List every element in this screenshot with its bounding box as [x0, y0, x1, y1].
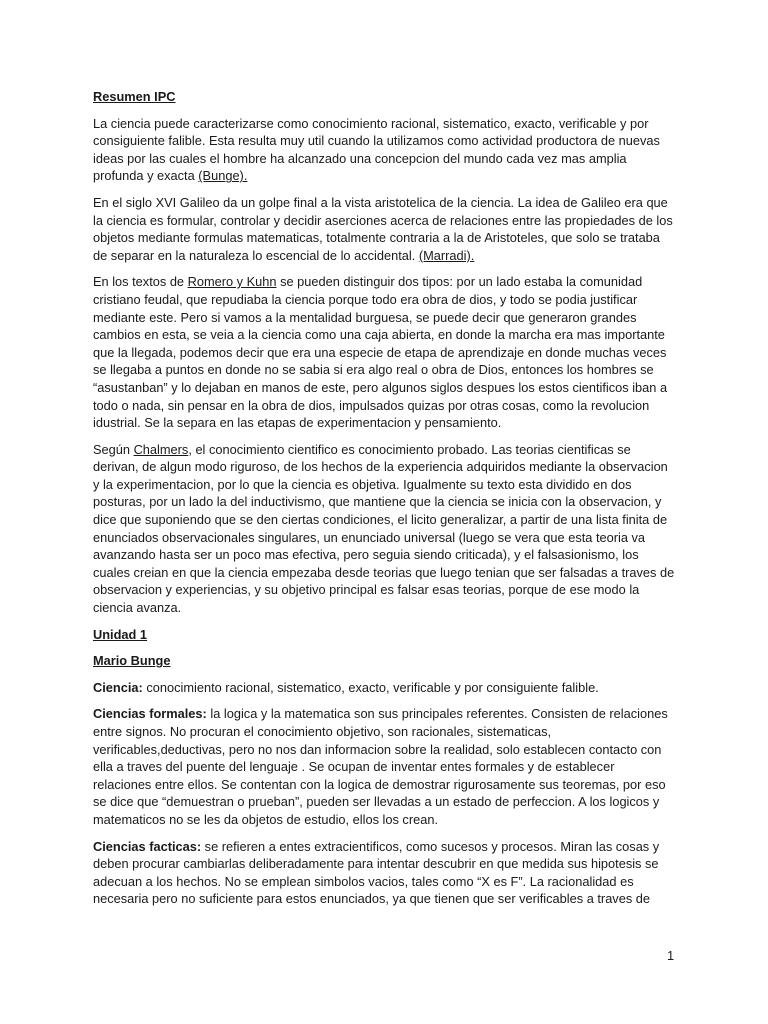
definition-ciencia: [93, 679, 675, 697]
document-title: Resumen IPC: [93, 89, 176, 104]
paragraph-romero-kuhn: [93, 273, 675, 431]
definition-ciencias-facticas: [93, 838, 675, 908]
paragraph-chalmers-pre: Según: [93, 441, 134, 457]
section-heading-unidad: Unidad 1: [93, 626, 148, 642]
citation-marradi: (Marradi).: [418, 247, 475, 263]
definition-term: Ciencias facticas:: [93, 838, 202, 854]
paragraph-intro-text: La ciencia puede caracterizarse como conocimiento racional, sistematico, exacto, verificable y por consiguiente falible. Esta resulta muy util cuando la utilizamos como actividad productora de nuevas ideas por las cuales el hombre ha alcanzado una concepcion del mundo cada vez mas amplia profunda y exacta: [93, 115, 660, 184]
definition-term: Ciencias formales:: [93, 706, 207, 722]
paragraph-romero-kuhn-text: se pueden distinguir dos tipos: por un lado estaba la comunidad cristiano feudal, que repudiaba la ciencia porque todo era obra de dios, y todo se podia justificar mediante este. Pero si vamos a la mentalidad burguesa, se puede decir que generaron grandes cambios en esta, se veia a la ciencia como una caja abierta, en donde la marcha era mas importante que la llegada, podemos decir que era una especie de etapa de aprendizaje en donde muchas veces se llegaba a puntos en donde no se sabia si era algo real o obra de Dios, entonces los hombres se “asustanban” y lo dejaban en manos de este, pero algunos siglos despues los estos cientificos iban a todo o nada, sin pensar en la obra de dios, impulsados quizas por otras cosas, como la revolucion idustrial. Se la separa en las etapas de experimentacion y pensamiento.: [93, 274, 668, 431]
definition-text: la logica y la matematica son sus principales referentes. Consisten de relaciones entre signos. No procuran el conocimiento objetivo, son racionales, sistematicas, verificables,deductivas, pero no nos dan informacion sobre la realidad, solo establecen contacto con ella a traves del puente del lenguaje . Se ocupan de inventar entes formales y de establecer relaciones entre ellos. Se contentan con la logica de demostrar rigurosamente sus teoremas, por eso se dice que “demuestran o prueban”, pueden ser llevadas a un estado de perfeccion. A los logicos y matematicos no se les da objetos de estudio, ellos los crean.: [93, 706, 668, 827]
paragraph-intro: [93, 115, 675, 185]
definition-ciencias-formales: [93, 705, 675, 828]
paragraph-romero-kuhn-pre: En los textos de: [93, 274, 188, 290]
definition-text: se refieren a entes extracientificos, como sucesos y procesos. Miran las cosas y deben procurar cambiarlas deliberadamente para intentar descubrir en que medida sus hipotesis se adecuan a los hechos. No se emplean simbolos vacios, tales como “X es F”. La racionalidad es necesaria pero no suficiente para estos enunciados, ya que tienen que ser verificables a traves de: [93, 838, 660, 907]
citation-chalmers: Chalmers: [133, 441, 189, 457]
section-heading-author: Mario Bunge: [93, 653, 171, 669]
paragraph-galileo: [93, 194, 675, 264]
citation-romero-kuhn: Romero y Kuhn: [187, 274, 277, 290]
citation-bunge: (Bunge).: [198, 168, 248, 184]
definition-text: conocimiento racional, sistematico, exacto, verificable y por consiguiente falible.: [142, 679, 599, 695]
paragraph-chalmers-text: , el conocimiento cientifico es conocimiento probado. Las teorias cientificas se derivan, de algun modo riguroso, de los hechos de la experiencia adquiridos mediante la observacion y la experimentacion, por lo que la ciencia es objetiva. Igualmente su texto esta dividido en dos posturas, por un lado la del inductivismo, que mantiene que la ciencia se inicia con la observacion, y dice que suponiendo que se den ciertas condiciones, el licito generalizar, a partir de una lista finita de enunciados observacionales singulares, un enunciado universal (luego se vera que esta teoria va avanzando hasta ser un poco mas efectiva, pero seguia siendo criticada), y el falsasionismo, los cuales creian en que la ciencia empezaba desde teorias que luego tenian que ser falsadas a traves de observacion y experiencias, y su objetivo principal es falsar esas teorias, porque de ese modo la ciencia avanza.: [93, 441, 675, 616]
document-body: [93, 88, 675, 917]
definition-term: Ciencia:: [93, 679, 143, 695]
page-number: 1: [667, 948, 675, 963]
paragraph-galileo-text: En el siglo XVI Galileo da un golpe final a la vista aristotelica de la ciencia. La idea de Galileo era que la ciencia es formular, controlar y decidir aserciones acerca de relaciones entre las propiedades de los objetos mediante formulas matematicas, totalmente contraria a la de Aristoteles, que solo se trataba de separar en la naturaleza lo escencial de lo accidental.: [93, 194, 673, 263]
paragraph-chalmers: [93, 441, 675, 617]
